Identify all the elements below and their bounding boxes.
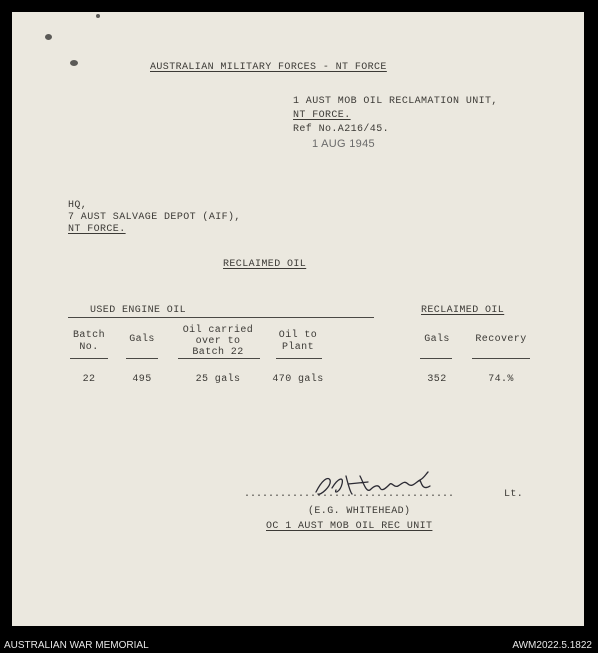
date-stamp: 1 AUG 1945 bbox=[312, 138, 375, 150]
used-oil-rule bbox=[68, 317, 374, 318]
used-oil-heading: USED ENGINE OIL bbox=[90, 305, 187, 316]
cell-recovery: 74.% bbox=[488, 374, 514, 385]
unit-location: NT FORCE. bbox=[293, 110, 351, 121]
col-carried-rule bbox=[178, 358, 260, 359]
signature-dots: ................................... bbox=[244, 489, 455, 500]
punch-hole bbox=[70, 60, 78, 66]
cell-rec-gals: 352 bbox=[427, 374, 447, 385]
signatory-title: OC 1 AUST MOB OIL REC UNIT bbox=[266, 521, 433, 532]
punch-hole bbox=[45, 34, 52, 40]
col-recovery-rule bbox=[472, 358, 530, 359]
reclaimed-oil-heading: RECLAIMED OIL bbox=[421, 305, 505, 316]
document-page bbox=[12, 12, 584, 626]
cell-batch: 22 bbox=[82, 374, 96, 385]
addressee-line3: NT FORCE. bbox=[68, 224, 126, 235]
col-plant-rule bbox=[276, 358, 322, 359]
signature-rank: Lt. bbox=[504, 489, 524, 500]
col-recovery-header: Recovery bbox=[475, 334, 527, 345]
reference-number: Ref No.A216/45. bbox=[293, 124, 390, 135]
col-carried-header: Oil carried over to Batch 22 bbox=[182, 325, 254, 358]
addressee-line1: HQ, bbox=[68, 200, 88, 211]
col-batch-header: Batch No. bbox=[72, 330, 105, 353]
col-rec-gals-header: Gals bbox=[424, 334, 450, 345]
cell-gals: 495 bbox=[132, 374, 152, 385]
document-title: AUSTRALIAN MILITARY FORCES - NT FORCE bbox=[150, 62, 387, 73]
addressee-line2: 7 AUST SALVAGE DEPOT (AIF), bbox=[68, 212, 241, 223]
punch-hole bbox=[96, 14, 100, 18]
subject-heading: RECLAIMED OIL bbox=[223, 259, 307, 270]
col-plant-header: Oil to Plant bbox=[278, 330, 318, 353]
col-gals-rule bbox=[126, 358, 158, 359]
cell-plant: 470 gals bbox=[272, 374, 324, 385]
col-gals-header: Gals bbox=[129, 334, 155, 345]
footer-accession: AWM2022.5.1822 bbox=[512, 640, 592, 651]
unit-name: 1 AUST MOB OIL RECLAMATION UNIT, bbox=[293, 96, 498, 107]
cell-carried: 25 gals bbox=[195, 374, 241, 385]
col-batch-rule bbox=[70, 358, 108, 359]
col-rec-gals-rule bbox=[420, 358, 452, 359]
footer-credit: AUSTRALIAN WAR MEMORIAL bbox=[4, 640, 149, 651]
signatory-name: (E.G. WHITEHEAD) bbox=[308, 506, 411, 517]
